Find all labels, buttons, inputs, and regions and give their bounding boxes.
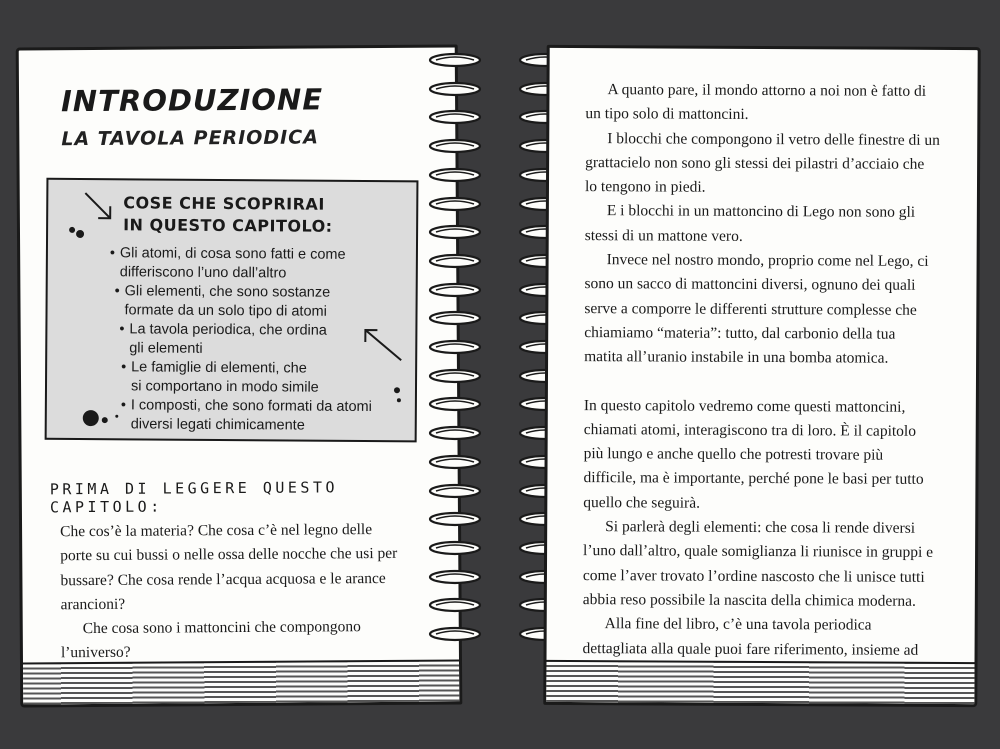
spiral-ring-icon xyxy=(426,368,484,384)
text-line: lo tengono in piedi. xyxy=(584,178,706,196)
spiral-ring-icon xyxy=(426,52,484,68)
text-line: arancioni? xyxy=(60,595,126,614)
text-line: abbia reso possibile la nascita della chimica moderna. xyxy=(582,591,917,610)
list-item-line: formate da un solo tipo di atomi xyxy=(124,302,327,320)
text-line: dettagliata alla quale puoi fare riferimento, insieme ad xyxy=(582,639,919,659)
spiral-ring-icon xyxy=(426,81,484,97)
spiral-ring-icon xyxy=(426,626,484,642)
spiral-binding-left xyxy=(426,52,486,652)
spiral-ring-icon xyxy=(426,167,484,183)
list-item-line: diversi legati chimicamente xyxy=(130,416,305,434)
summary-heading xyxy=(123,192,333,237)
ink-splatter-icon xyxy=(389,382,409,412)
paragraph xyxy=(585,127,965,202)
list-item-line: differiscono l’uno dall’altro xyxy=(119,264,287,282)
paragraph xyxy=(585,78,965,129)
text-line: In questo capitolo vedremo come questi mattoncini, xyxy=(583,396,906,416)
paragraph xyxy=(60,518,431,618)
text-line: l’uno dall’altro, quale somiglianza li riunisce in gruppi e xyxy=(583,542,934,562)
spiral-ring-icon xyxy=(426,454,484,470)
list-item-line: La tavola periodica, che ordina xyxy=(129,321,327,339)
text-line: Si parlerà degli elementi: che cosa li rende diversi xyxy=(605,518,916,537)
page-edges xyxy=(23,659,459,704)
spiral-ring-icon xyxy=(426,224,484,240)
spiral-ring-icon xyxy=(426,396,484,412)
ink-splatter-icon xyxy=(66,224,92,254)
list-item: • I composti, che sono formati da atomi diversi legati chimicamente xyxy=(121,396,372,436)
chapter-summary-box xyxy=(45,178,419,443)
spiral-ring-icon xyxy=(426,569,484,585)
list-item-line: si comportano in modo simile xyxy=(130,378,319,396)
summary-heading-line: COSE CHE SCOPRIRAI xyxy=(123,193,325,214)
right-page xyxy=(543,45,980,707)
section-heading: PRIMA DI LEGGERE QUESTO CAPITOLO: xyxy=(49,478,339,517)
text-line: Invece nel nostro mondo, proprio come nel Lego, ci xyxy=(606,251,929,270)
list-item: • Gli elementi, che sono sostanze formate da un solo tipo di atomi xyxy=(114,282,372,322)
text-line: porte su cui bussi o nelle ossa delle nocche che usi per xyxy=(60,545,398,565)
text-line: chiamati atomi, interagiscono tra di loro. È il capitolo xyxy=(583,420,917,440)
paragraph xyxy=(61,615,431,666)
spiral-ring-icon xyxy=(426,196,484,212)
list-item-line: Le famiglie di elementi, che xyxy=(131,359,307,377)
right-body-text xyxy=(582,78,965,687)
paragraph xyxy=(585,200,965,251)
spiral-ring-icon xyxy=(426,310,484,326)
text-line: stessi di un mattone vero. xyxy=(584,226,743,245)
text-line: bussare? Che cosa rende l’acqua acquosa e le arance xyxy=(60,569,386,589)
list-item-line: Gli atomi, di cosa sono fatti e come xyxy=(119,245,346,263)
text-line: E i blocchi in un mattoncino di Lego non sono gli xyxy=(606,202,916,222)
left-body-text xyxy=(60,518,431,666)
text-line: grattacielo non sono gli stessi dei pilastri d’acciaio che xyxy=(585,153,925,173)
spiral-ring-icon xyxy=(426,597,484,613)
summary-heading-line: IN QUESTO CAPITOLO: xyxy=(123,215,333,236)
page-edges xyxy=(546,660,974,704)
list-item: • La tavola periodica, che ordina gli elementi xyxy=(119,320,372,360)
page-subtitle: LA TAVOLA PERIODICA xyxy=(61,126,319,151)
text-line: più lungo e anche quello che potresti trovare più xyxy=(583,445,884,464)
list-item-line: gli elementi xyxy=(129,340,203,357)
spiral-ring-icon xyxy=(426,483,484,499)
spiral-ring-icon xyxy=(426,109,484,125)
spiral-ring-icon xyxy=(426,540,484,556)
text-line: Che cos’è la materia? Che cosa c’è nel legno delle xyxy=(60,521,373,541)
page-title: INTRODUZIONE xyxy=(60,82,324,119)
spiral-ring-icon xyxy=(426,511,484,527)
text-line: difficile, ma è importante, perché pone le basi per tutto xyxy=(583,469,924,489)
arrow-down-right-icon xyxy=(82,190,116,224)
text-line: I blocchi che compongono il vetro delle finestre di un xyxy=(607,129,941,149)
list-item-line: Gli elementi, che sono sostanze xyxy=(124,283,331,301)
paragraph xyxy=(583,394,964,517)
list-item: • Le famiglie di elementi, che si comportano in modo simile xyxy=(121,358,372,398)
text-line: un tipo solo di mattoncini. xyxy=(585,105,749,124)
text-line: sono un sacco di mattoncini diversi, ognuno dei quali xyxy=(584,275,916,295)
summary-list xyxy=(109,244,373,436)
text-line: quello che seguirà. xyxy=(583,493,701,512)
text-line: matita all’uranio instabile in una bomba atomica. xyxy=(584,348,889,367)
paragraph xyxy=(584,248,965,371)
text-line: A quanto pare, il mondo attorno a noi non è fatto di xyxy=(607,81,927,100)
list-item: • Gli atomi, di cosa sono fatti e come differiscono l’uno dall’altro xyxy=(110,244,373,284)
spiral-ring-icon xyxy=(426,282,484,298)
spiral-ring-icon xyxy=(426,339,484,355)
text-line: l’universo? xyxy=(60,644,131,662)
text-line: chiamiamo “materia”: tutto, dal carbonio della tua xyxy=(584,324,896,343)
left-page xyxy=(16,44,463,707)
spiral-ring-icon xyxy=(426,138,484,154)
text-line: Alla fine del libro, c’è una tavola periodica xyxy=(604,615,872,634)
text-line: come l’aver trovato l’ordine nascosto che li unisce tutti xyxy=(582,566,925,586)
paragraph xyxy=(583,515,964,614)
text-line: Che cosa sono i mattoncini che compongono xyxy=(82,618,361,638)
list-item-line: I composti, che sono formati da atomi xyxy=(130,397,372,416)
spiral-ring-icon xyxy=(426,425,484,441)
spiral-ring-icon xyxy=(426,253,484,269)
text-line: serve a comporre le differenti strutture complesse che xyxy=(584,299,917,319)
